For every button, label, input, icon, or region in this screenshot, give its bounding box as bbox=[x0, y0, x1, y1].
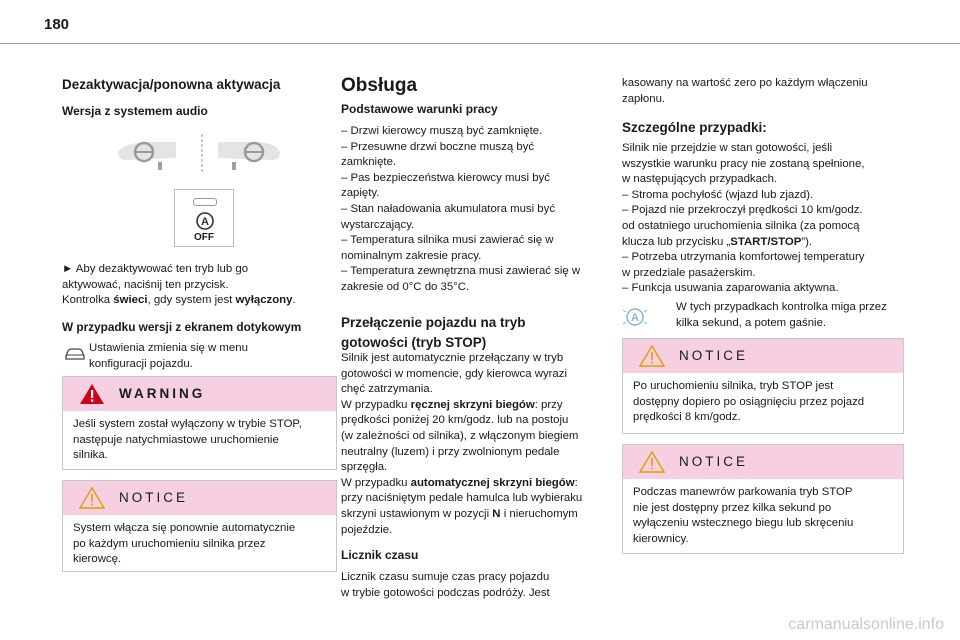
notice-icon bbox=[639, 345, 665, 367]
dashboard-illustration bbox=[114, 130, 284, 178]
notice-header-1 bbox=[623, 339, 903, 373]
section-heading-deactivation: Dezaktywacja/ponowna aktywacja bbox=[62, 77, 281, 92]
time-counter-text: Licznik czasu sumuje czas pracy pojazdu w trybie gotowości podczas podróży. Jest bbox=[341, 571, 550, 599]
instruction-text: ► Aby dezaktywować ten tryb lub go aktywować, naciśnij ten przycisk. Kontrolka świeci, gdy system jest wyłączony. bbox=[62, 263, 296, 307]
notice-box-2 bbox=[622, 444, 904, 554]
notice-title-2: NOTICE bbox=[679, 454, 749, 469]
page-header bbox=[0, 0, 960, 46]
stop-start-button-illustration bbox=[174, 189, 234, 247]
stop-mode-heading: Przełączenie pojazdu na tryb gotowości (tryb STOP) bbox=[341, 315, 526, 350]
lamp-flashing-text: W tych przypadkach kontrolka miga przez kilka sekund, a potem gaśnie. bbox=[676, 301, 887, 329]
time-counter-continuation: kasowany na wartość zero po każdym włączeniu zapłonu. bbox=[622, 77, 868, 105]
settings-text: Ustawienia zmienia się w menu konfiguracji pojazdu. bbox=[89, 342, 248, 370]
notice-icon bbox=[79, 487, 105, 509]
warning-text: Jeśli system został wyłączony w trybie STOP, następuje natychmiastowe uruchomienie silnika. bbox=[73, 418, 302, 462]
notice-text-1: Po uruchomieniu silnika, tryb STOP jest dostępny dopiero po osiągnięciu przez pojazd prędkości 8 km/godz. bbox=[633, 380, 865, 424]
notice-box-1 bbox=[622, 338, 904, 434]
warning-header bbox=[63, 377, 336, 411]
warning-icon bbox=[79, 383, 105, 405]
time-counter-heading: Licznik czasu bbox=[341, 548, 419, 562]
notice-title-1: NOTICE bbox=[679, 348, 749, 363]
notice-title: NOTICE bbox=[119, 490, 189, 505]
stop-mode-text: Silnik jest automatycznie przełączany w tryb gotowości w momencie, gdy kierowca wyrazi chęć zatrzymania. W przypadku ręcznej skrzyni biegów: przy prędkości poniżej 20 km/godz. lub na postoju (w zależności od silnika), z włączonym biegiem neutralny (luzem) i przy zwolnionym pedale sprzęgła. W przypadku automatycznej skrzyni biegów: przy naciśniętym pedale hamulca lub wybieraku skrzyni ustawionym w pozycji N i nieruchomym pojeździe. bbox=[341, 352, 583, 536]
section-title: Obsługa bbox=[341, 75, 418, 96]
page-number: 180 bbox=[44, 16, 70, 33]
notice-header-2 bbox=[623, 445, 903, 479]
off-label: OFF bbox=[194, 232, 214, 243]
watermark: carmanualsonline.info bbox=[788, 616, 944, 633]
basic-conditions-list: – Drzwi kierowcy muszą być zamknięte. – Przesuwne drzwi boczne muszą być zamknięte. – Pas bezpieczeństwa kierowcy musi być zapięty. – Stan naładowania akumulatora musi być wystarczający. – Temperatura silnika musi zawierać się w nominalnym zakresie pracy. – Temperatura zewnętrzna musi zawierać się w zakresie od 0°C do 35°C. bbox=[341, 125, 581, 293]
notice-box bbox=[62, 480, 337, 572]
header-divider bbox=[0, 43, 960, 44]
car-settings-icon bbox=[64, 346, 86, 362]
indicator-lamp bbox=[193, 198, 217, 206]
basic-conditions-heading: Podstawowe warunki pracy bbox=[341, 102, 498, 116]
special-cases-heading: Szczególne przypadki: bbox=[622, 120, 767, 135]
svg-text:A: A bbox=[631, 312, 639, 324]
svg-text:A: A bbox=[201, 216, 209, 228]
special-cases-text: Silnik nie przejdzie w stan gotowości, jeśli wszystkie warunku pracy nie zostaną spełnione, w następujących przypadkach. – Stroma pochyłość (wjazd lub zjazd). – Pojazd nie przekroczył prędkości 10 km/godz. od ostatniego uruchomienia silnika (za pomocą klucza lub przycisku „START/STOP”). – Potrzeba utrzymania komfortowej temperatury w przedziale pasażerskim. – Funkcja usuwania zaparowania aktywna. bbox=[622, 142, 865, 295]
auto-stop-icon bbox=[195, 211, 215, 231]
notice-text-2: Podczas manewrów parkowania tryb STOP nie jest dostępny przez kilka sekund po wyłączeniu wstecznego biegu lub skręceniu kierownicy. bbox=[633, 486, 854, 545]
warning-title: WARNING bbox=[119, 386, 206, 401]
warning-box bbox=[62, 376, 337, 470]
notice-icon bbox=[639, 451, 665, 473]
subheading-audio-version: Wersja z systemem audio bbox=[62, 104, 208, 118]
notice-text: System włącza się ponownie automatycznie po każdym uruchomieniu silnika przez kierowcę. bbox=[73, 522, 296, 566]
auto-stop-lamp-icon bbox=[622, 306, 648, 328]
touchscreen-heading: W przypadku wersji z ekranem dotykowym bbox=[62, 320, 302, 334]
notice-header bbox=[63, 481, 336, 515]
